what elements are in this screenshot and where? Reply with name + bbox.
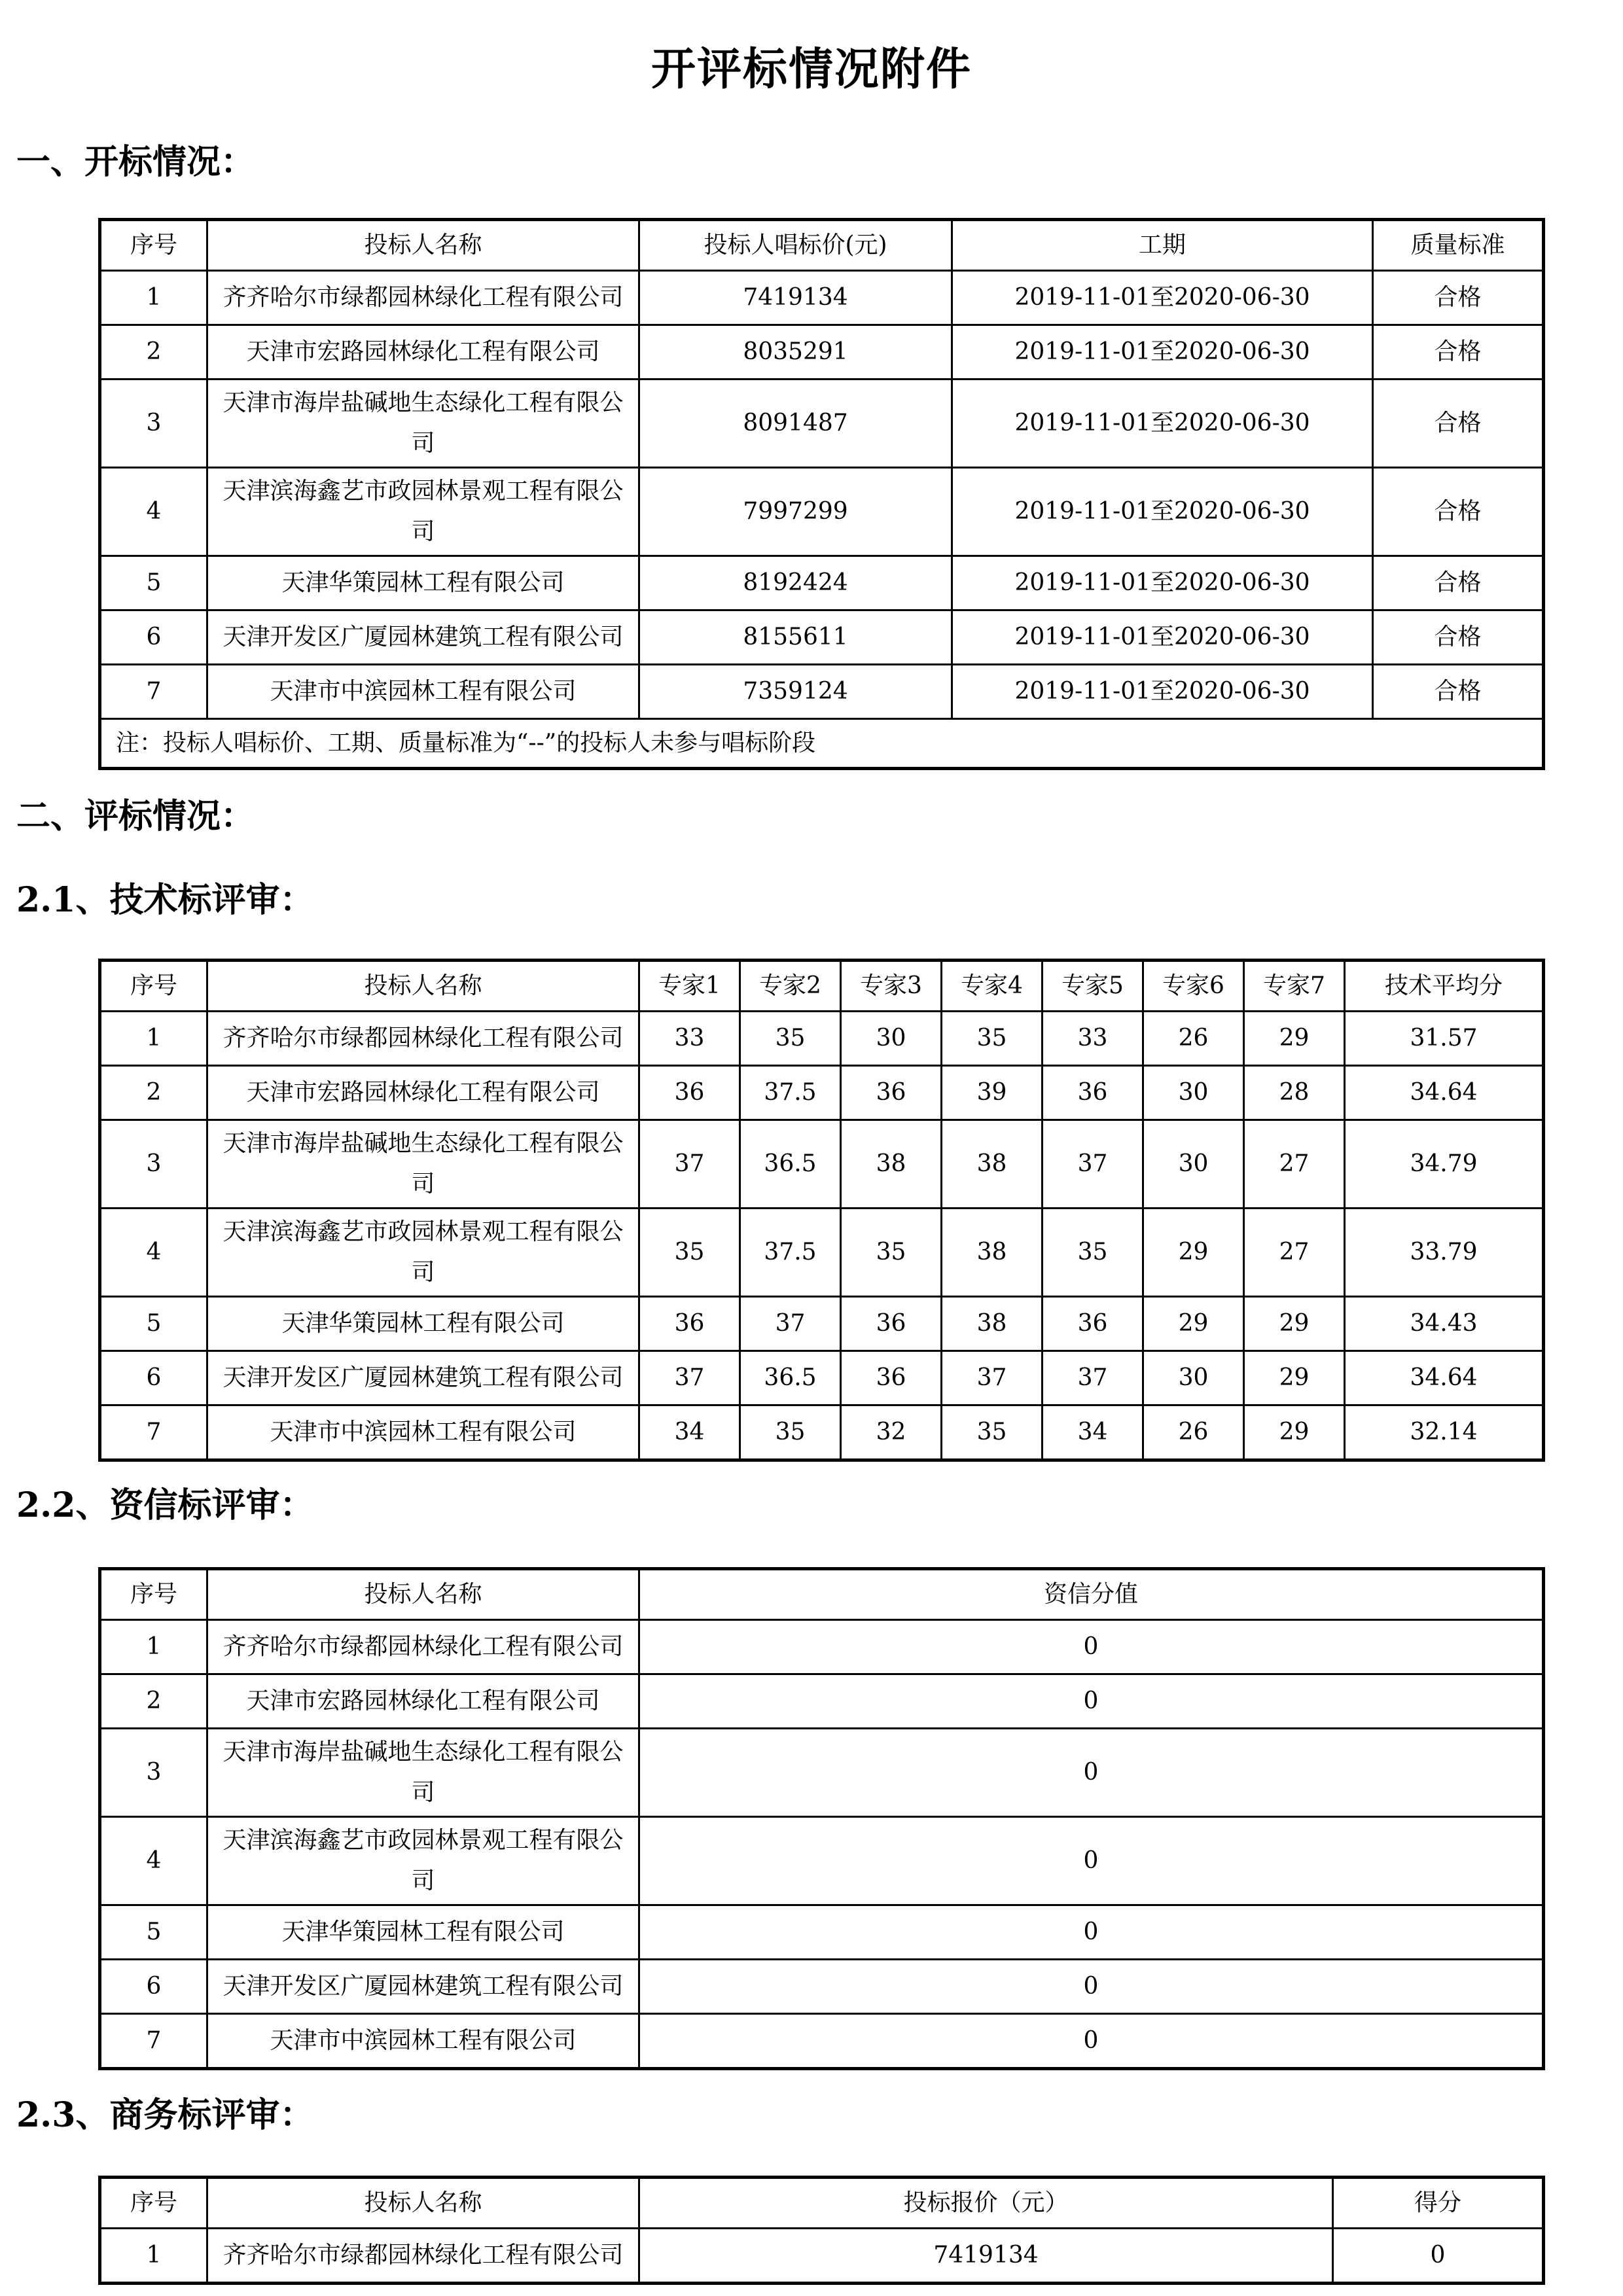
- bid-price: 8035291: [639, 325, 952, 380]
- quality-standard: 合格: [1373, 556, 1544, 610]
- row-number: 7: [100, 1405, 207, 1460]
- table-row: [100, 2014, 1544, 2069]
- credit-score: 0: [639, 1674, 1544, 1729]
- bidder-name: 天津市中滨园林工程有限公司: [207, 1405, 639, 1460]
- bidder-name: 天津市宏路园林绿化工程有限公司: [207, 1674, 639, 1729]
- bidder-name: 天津华策园林工程有限公司: [207, 1297, 639, 1351]
- column-header: 专家7: [1244, 961, 1345, 1012]
- expert-score: 34: [639, 1405, 740, 1460]
- quality-standard: 合格: [1373, 665, 1544, 719]
- expert-score: 29: [1244, 1405, 1345, 1460]
- expert-score: 27: [1244, 1120, 1345, 1209]
- table-row: [100, 1817, 1544, 1905]
- construction-period: 2019-11-01至2020-06-30: [952, 271, 1373, 325]
- row-number: 5: [100, 1297, 207, 1351]
- expert-score: 35: [740, 1012, 841, 1066]
- bidder-name: 天津市海岸盐碱地生态绿化工程有限公司: [207, 1729, 639, 1817]
- table-header-row: [100, 220, 1544, 271]
- average-score: 33.79: [1345, 1209, 1544, 1297]
- table-header-row: [100, 1569, 1544, 1620]
- bidder-name: 天津滨海鑫艺市政园林景观工程有限公司: [207, 1817, 639, 1905]
- expert-score: 27: [1244, 1209, 1345, 1297]
- row-number: 3: [100, 1729, 207, 1817]
- row-number: 5: [100, 1905, 207, 1960]
- column-header: 专家4: [942, 961, 1043, 1012]
- table-row: [100, 1620, 1544, 1674]
- expert-score: 26: [1143, 1405, 1244, 1460]
- table-row: [100, 1960, 1544, 2014]
- column-header: 序号: [100, 961, 207, 1012]
- quality-standard: 合格: [1373, 610, 1544, 665]
- construction-period: 2019-11-01至2020-06-30: [952, 468, 1373, 556]
- expert-score: 26: [1143, 1012, 1244, 1066]
- section-heading-credit: 2.2、资信标评审：: [16, 1485, 314, 1525]
- column-header: 序号: [100, 1569, 207, 1620]
- table-row: [100, 468, 1544, 556]
- construction-period: 2019-11-01至2020-06-30: [952, 665, 1373, 719]
- expert-score: 37: [639, 1351, 740, 1405]
- table-note-row: [100, 719, 1544, 769]
- row-number: 1: [100, 1012, 207, 1066]
- expert-score: 35: [841, 1209, 942, 1297]
- expert-score: 29: [1143, 1297, 1244, 1351]
- average-score: 32.14: [1345, 1405, 1544, 1460]
- column-header: 工期: [952, 220, 1373, 271]
- bidder-name: 齐齐哈尔市绿都园林绿化工程有限公司: [207, 1620, 639, 1674]
- column-header: 序号: [100, 2178, 207, 2229]
- page-title: 开评标情况附件: [651, 43, 972, 96]
- bidder-name: 天津滨海鑫艺市政园林景观工程有限公司: [207, 468, 639, 556]
- quality-standard: 合格: [1373, 468, 1544, 556]
- expert-score: 37.5: [740, 1066, 841, 1120]
- bid-price: 7997299: [639, 468, 952, 556]
- expert-score: 35: [740, 1405, 841, 1460]
- expert-score: 29: [1244, 1351, 1345, 1405]
- quality-standard: 合格: [1373, 325, 1544, 380]
- bidder-name: 齐齐哈尔市绿都园林绿化工程有限公司: [207, 2229, 639, 2284]
- credit-score: 0: [639, 1729, 1544, 1817]
- bidder-name: 天津市宏路园林绿化工程有限公司: [207, 325, 639, 380]
- table-row: [100, 1066, 1544, 1120]
- column-header: 质量标准: [1373, 220, 1544, 271]
- row-number: 4: [100, 1817, 207, 1905]
- expert-score: 30: [1143, 1066, 1244, 1120]
- bidder-name: 齐齐哈尔市绿都园林绿化工程有限公司: [207, 271, 639, 325]
- expert-score: 35: [942, 1405, 1043, 1460]
- quality-standard: 合格: [1373, 271, 1544, 325]
- expert-score: 39: [942, 1066, 1043, 1120]
- average-score: 34.64: [1345, 1351, 1544, 1405]
- construction-period: 2019-11-01至2020-06-30: [952, 556, 1373, 610]
- expert-score: 35: [942, 1012, 1043, 1066]
- commercial-score-table: [98, 2176, 1545, 2285]
- column-header: 序号: [100, 220, 207, 271]
- bidder-name: 天津市海岸盐碱地生态绿化工程有限公司: [207, 380, 639, 468]
- section-heading-commercial: 2.3、商务标评审：: [16, 2095, 314, 2135]
- expert-score: 38: [841, 1120, 942, 1209]
- column-header: 专家5: [1043, 961, 1143, 1012]
- construction-period: 2019-11-01至2020-06-30: [952, 380, 1373, 468]
- column-header: 投标人名称: [207, 2178, 639, 2229]
- bid-price: 7359124: [639, 665, 952, 719]
- row-number: 3: [100, 380, 207, 468]
- expert-score: 30: [841, 1012, 942, 1066]
- table-row: [100, 1905, 1544, 1960]
- expert-score: 36: [1043, 1297, 1143, 1351]
- bidder-name: 天津开发区广厦园林建筑工程有限公司: [207, 1351, 639, 1405]
- expert-score: 37: [1043, 1120, 1143, 1209]
- expert-score: 33: [639, 1012, 740, 1066]
- expert-score: 36: [841, 1066, 942, 1120]
- column-header: 投标报价（元）: [639, 2178, 1333, 2229]
- column-header: 投标人名称: [207, 961, 639, 1012]
- expert-score: 38: [942, 1209, 1043, 1297]
- table-row: [100, 1729, 1544, 1817]
- bidder-name: 天津市中滨园林工程有限公司: [207, 2014, 639, 2069]
- row-number: 6: [100, 1960, 207, 2014]
- table-row: [100, 1405, 1544, 1460]
- expert-score: 32: [841, 1405, 942, 1460]
- expert-score: 33: [1043, 1012, 1143, 1066]
- expert-score: 36.5: [740, 1351, 841, 1405]
- bidder-name: 天津市宏路园林绿化工程有限公司: [207, 1066, 639, 1120]
- table-row: [100, 665, 1544, 719]
- table-row: [100, 1209, 1544, 1297]
- column-header: 专家1: [639, 961, 740, 1012]
- table-row: [100, 1012, 1544, 1066]
- row-number: 6: [100, 610, 207, 665]
- bidder-name: 天津市海岸盐碱地生态绿化工程有限公司: [207, 1120, 639, 1209]
- table-row: [100, 610, 1544, 665]
- row-number: 1: [100, 1620, 207, 1674]
- bidder-name: 天津华策园林工程有限公司: [207, 556, 639, 610]
- expert-score: 29: [1143, 1209, 1244, 1297]
- expert-score: 37: [1043, 1351, 1143, 1405]
- table-row: [100, 2229, 1544, 2284]
- average-score: 34.64: [1345, 1066, 1544, 1120]
- expert-score: 29: [1244, 1297, 1345, 1351]
- column-header: 专家2: [740, 961, 841, 1012]
- column-header: 资信分值: [639, 1569, 1544, 1620]
- bid-price: 7419134: [639, 2229, 1333, 2284]
- commercial-score: 0: [1333, 2229, 1544, 2284]
- credit-score-table: [98, 1567, 1545, 2070]
- bid-price: 8155611: [639, 610, 952, 665]
- expert-score: 37.5: [740, 1209, 841, 1297]
- average-score: 34.79: [1345, 1120, 1544, 1209]
- bidder-name: 齐齐哈尔市绿都园林绿化工程有限公司: [207, 1012, 639, 1066]
- expert-score: 36: [1043, 1066, 1143, 1120]
- bidder-name: 天津市中滨园林工程有限公司: [207, 665, 639, 719]
- bidder-name: 天津滨海鑫艺市政园林景观工程有限公司: [207, 1209, 639, 1297]
- expert-score: 35: [639, 1209, 740, 1297]
- average-score: 34.43: [1345, 1297, 1544, 1351]
- row-number: 7: [100, 665, 207, 719]
- row-number: 2: [100, 325, 207, 380]
- bid-price: 8091487: [639, 380, 952, 468]
- construction-period: 2019-11-01至2020-06-30: [952, 325, 1373, 380]
- bidder-name: 天津开发区广厦园林建筑工程有限公司: [207, 610, 639, 665]
- expert-score: 36: [841, 1351, 942, 1405]
- expert-score: 38: [942, 1120, 1043, 1209]
- row-number: 1: [100, 271, 207, 325]
- expert-score: 36.5: [740, 1120, 841, 1209]
- expert-score: 36: [841, 1297, 942, 1351]
- row-number: 7: [100, 2014, 207, 2069]
- column-header: 专家6: [1143, 961, 1244, 1012]
- expert-score: 37: [942, 1351, 1043, 1405]
- column-header: 投标人唱标价(元): [639, 220, 952, 271]
- section-heading-technical: 2.1、技术标评审：: [16, 880, 314, 920]
- expert-score: 36: [639, 1297, 740, 1351]
- column-header: 专家3: [841, 961, 942, 1012]
- expert-score: 30: [1143, 1351, 1244, 1405]
- table-row: [100, 1674, 1544, 1729]
- table-row: [100, 1297, 1544, 1351]
- table-row: [100, 271, 1544, 325]
- credit-score: 0: [639, 2014, 1544, 2069]
- expert-score: 37: [639, 1120, 740, 1209]
- expert-score: 29: [1244, 1012, 1345, 1066]
- credit-score: 0: [639, 1817, 1544, 1905]
- bid-price: 7419134: [639, 271, 952, 325]
- row-number: 4: [100, 1209, 207, 1297]
- table-row: [100, 325, 1544, 380]
- row-number: 2: [100, 1674, 207, 1729]
- quality-standard: 合格: [1373, 380, 1544, 468]
- credit-score: 0: [639, 1960, 1544, 2014]
- table-row: [100, 1120, 1544, 1209]
- row-number: 1: [100, 2229, 207, 2284]
- column-header: 投标人名称: [207, 220, 639, 271]
- column-header: 投标人名称: [207, 1569, 639, 1620]
- credit-score: 0: [639, 1905, 1544, 1960]
- average-score: 31.57: [1345, 1012, 1544, 1066]
- expert-score: 28: [1244, 1066, 1345, 1120]
- credit-score: 0: [639, 1620, 1544, 1674]
- table-note: 注：投标人唱标价、工期、质量标准为“--”的投标人未参与唱标阶段: [100, 719, 1544, 769]
- table-row: [100, 1351, 1544, 1405]
- expert-score: 30: [1143, 1120, 1244, 1209]
- bid-price: 8192424: [639, 556, 952, 610]
- technical-score-table: [98, 959, 1545, 1462]
- table-header-row: [100, 2178, 1544, 2229]
- row-number: 6: [100, 1351, 207, 1405]
- section-heading-evaluation: 二、评标情况：: [16, 796, 255, 836]
- column-header: 技术平均分: [1345, 961, 1544, 1012]
- row-number: 5: [100, 556, 207, 610]
- table-row: [100, 556, 1544, 610]
- bid-opening-table: [98, 218, 1545, 770]
- construction-period: 2019-11-01至2020-06-30: [952, 610, 1373, 665]
- expert-score: 36: [639, 1066, 740, 1120]
- column-header: 得分: [1333, 2178, 1544, 2229]
- bidder-name: 天津华策园林工程有限公司: [207, 1905, 639, 1960]
- expert-score: 38: [942, 1297, 1043, 1351]
- row-number: 3: [100, 1120, 207, 1209]
- row-number: 4: [100, 468, 207, 556]
- table-header-row: [100, 961, 1544, 1012]
- expert-score: 34: [1043, 1405, 1143, 1460]
- bidder-name: 天津开发区广厦园林建筑工程有限公司: [207, 1960, 639, 2014]
- section-heading-bid-opening: 一、开标情况：: [16, 142, 255, 182]
- expert-score: 37: [740, 1297, 841, 1351]
- table-row: [100, 380, 1544, 468]
- expert-score: 35: [1043, 1209, 1143, 1297]
- row-number: 2: [100, 1066, 207, 1120]
